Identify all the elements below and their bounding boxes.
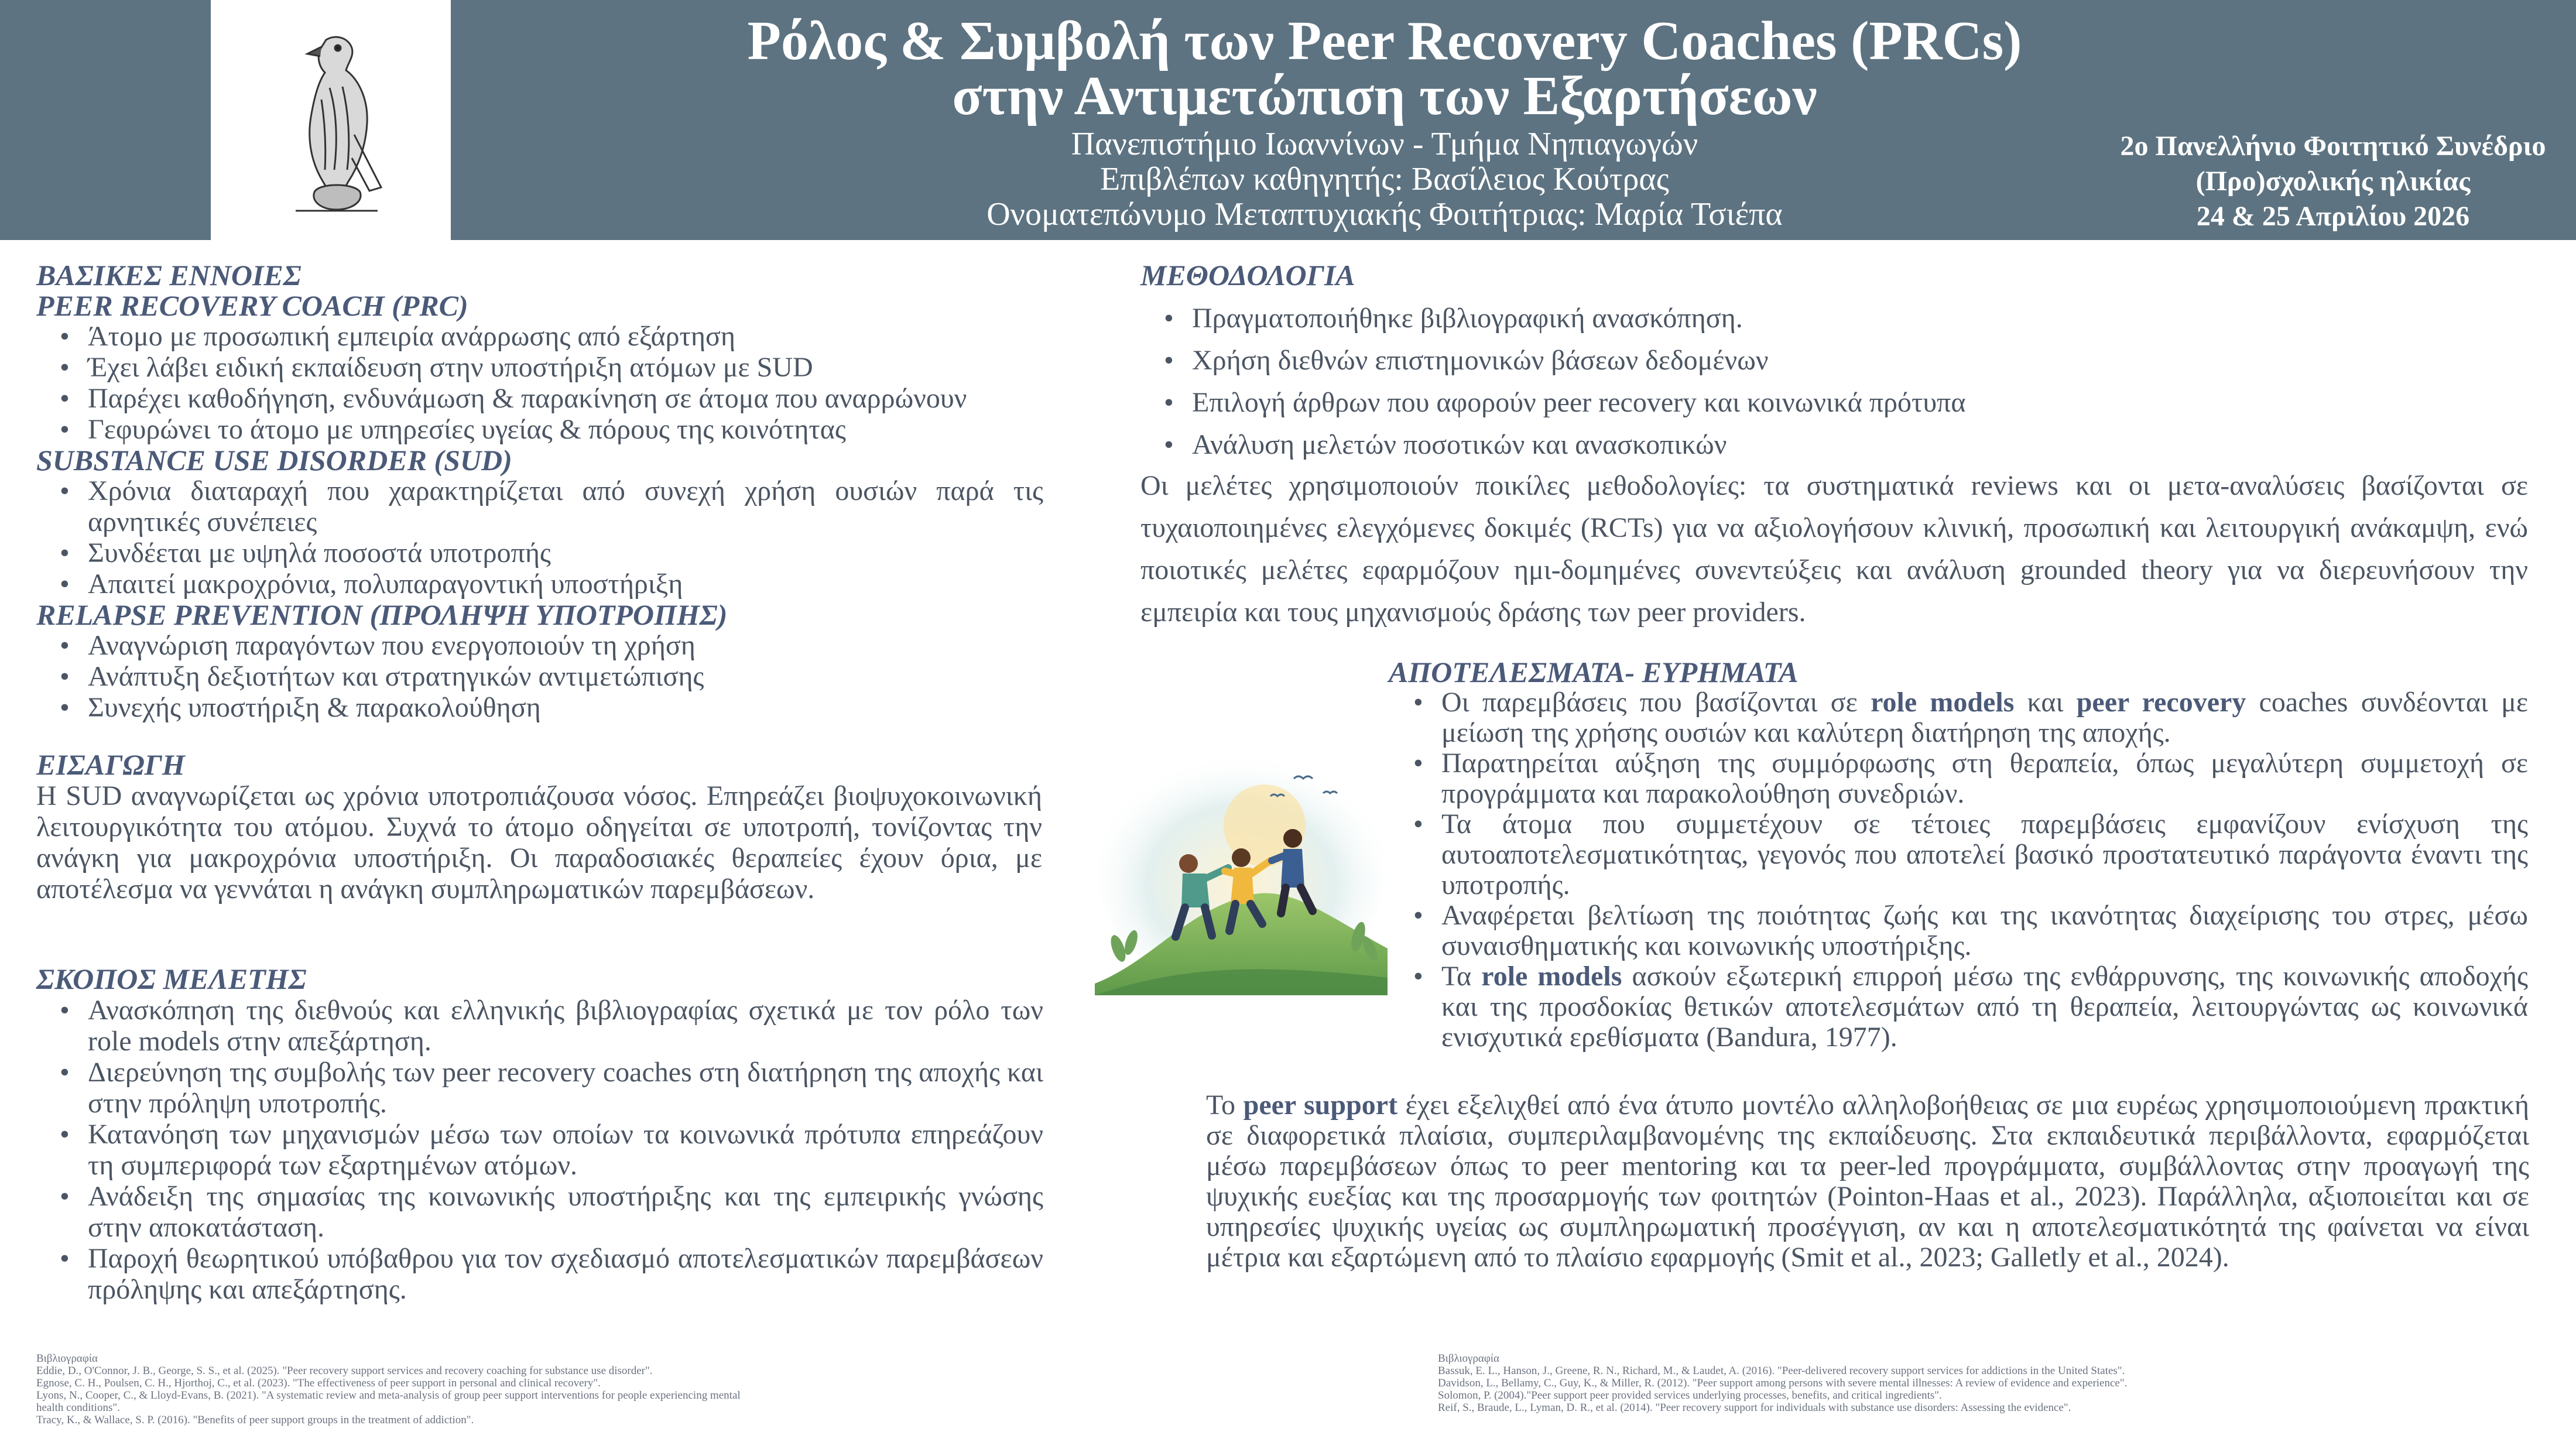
method-text: Οι μελέτες χρησιμοποιούν ποικίλες μεθοδολογίες: τα συστηματικά reviews και οι μετα-αναλύσεις βασίζονται σε τυχαιοποιημένες ελεγχόμενες δοκιμές (RCTs) για να αξιολογήσουν κλινική, προσωπική και λειτουργική ανάκαμψη, ενώ ποιοτικές μελέτες εφαρμόζουν ημι-δομημένες συνεντεύξεις και ανάλυση grounded theory για να διερευνήσουν την εμπειρία και τους μηχανισμούς δράσης των peer providers. [1140,470,2528,628]
list-item: • Παρατηρείται αύξηση της συμμόρφωσης στη θεραπεία, όπως μεγαλύτερη συμμετοχή σε προγράμματα και παρακολούθηση συνεδριών. [1390,748,2528,809]
results-list [1390,687,2528,1053]
reference-item: Lyons, N., Cooper, C., & Lloyd-Evans, B. (2021). "A systematic review and meta-analysis of group peer support interventions for people experiencing mental [36,1389,741,1402]
peer-support-paragraph: Το peer support έχει εξελιχθεί από ένα άτυπο μοντέλο αλληλοβοήθειας σε μια ευρέως χρησιμοποιούμενη πρακτική σε διαφορετικά πλαίσια, συμπεριλαμβανομένης της εκπαίδευσης. Στα εκπαιδευτικά περιβάλλοντα, εφαρμόζεται μέσω παρεμβάσεων όπως το peer mentoring και τα peer-led προγράμματα, συμβάλλοντας στην προαγωγή της ψυχικής ευεξίας και της προσαρμογής των φοιτητών (Pointon-Haas et al., 2023). Παράλληλα, αξιοποιείται και σε υπηρεσίες ψυχικής υγείας ως συμπληρωματική προσέγγιση, αν και η αποτελεσματικότητά της φαίνεται να είναι μέτρια και εξαρτώμενη από το πλαίσιο εφαρμογής (Smit et al., 2023; Galletly et al., 2024). [1206,1090,2530,1273]
list-item: • Τα role models ασκούν εξωτερική επιρροή μέσω της ενθάρρυνσης, της κοινωνικής αποδοχής και της προσδοκίας θετικών αποτελεσμάτων από τη θεραπεία, λειτουργώντας ως κοινωνικά ενισχυτικά ερεθίσματα (Bandura, 1977). [1390,961,2528,1053]
prc-heading: PEER RECOVERY COACH (PRC) [36,289,468,322]
conference-line3: 24 & 25 Απριλίου 2026 [2196,201,2470,232]
list-item: • Κατανόηση των μηχανισμών μέσω των οποίων τα κοινωνικά πρότυπα επηρεάζουν τη συμπεριφορά των εξαρτημένων ατόμων. [36,1119,1043,1181]
student-line: Ονοματεπώνυμο Μεταπτυχιακής Φοιτήτριας: Μαρία Τσιέπα [986,196,1783,232]
reference-item: health conditions". [36,1402,120,1414]
list-item: • Άτομο με προσωπική εμπειρία ανάρρωσης από εξάρτηση [36,321,1043,352]
method-heading: ΜΕΘΟΔΟΛΟΓΙΑ [1140,259,1355,292]
sud-list [36,475,1043,600]
highlight-peer-recovery: peer recovery [2076,687,2246,718]
list-item: • Χρήση διεθνών επιστημονικών βάσεων δεδομένων [1140,340,2528,382]
conference-line2: (Προ)σχολικής ηλικίας [2195,166,2471,197]
list-item: • Οι παρεμβάσεις που βασίζονται σε role models και peer recovery coaches συνδέονται με μείωση της χρήσης ουσιών και καλύτερη διατήρηση της αποχής. [1390,687,2528,748]
poster-title-line1: Ρόλος & Συμβολή των Peer Recovery Coaches (PRCs) [747,11,2022,71]
university-line: Πανεπιστήμιο Ιωαννίνων - Τμήμα Νηπιαγωγών [1071,126,1698,162]
reference-item: Davidson, L., Bellamy, C., Guy, K., & Miller, R. (2012). "Peer support among persons with severe mental illnesses: A review of evidence and experience". [1438,1377,2128,1389]
list-item: • Αναφέρεται βελτίωση της ποιότητας ζωής και της ικανότητας διαχείρισης του στρες, μέσω συναισθηματικής και κοινωνικής υποστήριξης. [1390,900,2528,961]
reference-item: Egnose, C. H., Poulsen, C. H., Hjorthoj, C., et al. (2023). "The effectiveness of peer support in personal and clinical recovery". [36,1377,601,1389]
reference-item: Eddie, D., O'Connor, J. B., George, S. S., et al. (2025). "Peer recovery support services and recovery coaching for substance use disorder". [36,1365,653,1377]
relapse-heading: RELAPSE PREVENTION (ΠΡΟΛΗΨΗ ΥΠΟΤΡΟΠΗΣ) [36,598,728,631]
references-heading: Βιβλιογραφία [1438,1352,1499,1365]
reference-item: Bassuk, E. L., Hanson, J., Greene, R. N., Richard, M., & Laudet, A. (2016). "Peer-delivered recovery support services for addictions in the United States". [1438,1365,2125,1377]
hill-climb-helping-hand-icon [1095,738,1388,995]
intro-heading: ΕΙΣΑΓΩΓΗ [36,748,185,781]
highlight-role-models: role models [1871,687,2015,718]
list-item: • Ανασκόπηση της διεθνούς και ελληνικής βιβλιογραφίας σχετικά με τον ρόλο των role models στην απεξάρτηση. [36,995,1043,1057]
list-item: • Χρόνια διαταραχή που χαρακτηρίζεται από συνεχή χρήση ουσιών παρά τις αρνητικές συνέπειες [36,475,1043,537]
list-item: • Συνεχής υποστήριξη & παρακολούθηση [36,692,1043,723]
sud-heading: SUBSTANCE USE DISORDER (SUD) [36,444,512,477]
results-heading: ΑΠΟΤΕΛΕΣΜΑΤΑ- ΕΥΡΗΜΑΤΑ [1389,656,1799,688]
list-item: • Έχει λάβει ειδική εκπαίδευση στην υποστήριξη ατόμων με SUD [36,352,1043,383]
list-item: • Γεφυρώνει το άτομο με υπηρεσίες υγείας & πόρους της κοινότητας [36,414,1043,445]
reference-item: Reif, S., Braude, L., Lyman, D. R., et al. (2014). "Peer recovery support for individuals with substance use disorders: Assessing the evidence". [1438,1402,2071,1414]
university-logo [211,0,451,240]
reference-item: Solomon, P. (2004)."Peer support peer provided services underlying processes, benefits, and critical ingredients". [1438,1389,1942,1402]
list-item: • Ανάδειξη της σημασίας της κοινωνικής υποστήριξης και της εμπειρικής γνώσης στην αποκατάσταση. [36,1181,1043,1243]
intro-text: Η SUD αναγνωρίζεται ως χρόνια υποτροπιάζουσα νόσος. Επηρεάζει βιοψυχοκοινωνική λειτουργικότητα του ατόμου. Συχνά το άτομο οδηγείται σε υποτροπή, τονίζοντας την ανάγκη για μακροχρόνια υποστήριξη. Οι παραδοσιακές θεραπείες έχουν όρια, με αποτέλεσμα να γεννάται η ανάγκη συμπληρωματικών παρεμβάσεων. [36,780,1042,905]
aim-list [36,995,1043,1305]
concepts-heading: ΒΑΣΙΚΕΣ ΕΝΝΟΙΕΣ [36,259,302,292]
list-item: • Πραγματοποιήθηκε βιβλιογραφική ανασκόπηση. [1140,297,2528,340]
list-item: • Παροχή θεωρητικού υπόβαθρου για τον σχεδιασμό αποτελεσματικών παρεμβάσεων πρόληψης και απεξάρτησης. [36,1243,1043,1305]
list-item: • Παρέχει καθοδήγηση, ενδυνάμωση & παρακίνηση σε άτομα που αναρρώνουν [36,383,1043,414]
poster-title-line2: στην Αντιμετώπιση των Εξαρτήσεων [952,66,1817,126]
list-item: • Ανάλυση μελετών ποσοτικών και ανασκοπικών [1140,424,2528,466]
list-item: • Τα άτομα που συμμετέχουν σε τέτοιες παρεμβάσεις εμφανίζουν ενίσχυση της αυτοαποτελεσματικότητας, γεγονός που αποτελεί βασικό προστατευτικό παράγοντα έναντι της υποτροπής. [1390,809,2528,900]
list-item: • Ανάπτυξη δεξιοτήτων και στρατηγικών αντιμετώπισης [36,661,1043,692]
list-item: • Διερεύνηση της συμβολής των peer recovery coaches στη διατήρηση της αποχής και στην πρόληψη υποτροπής. [36,1057,1043,1119]
highlight-peer-support: peer support [1243,1090,1398,1121]
highlight-role-models: role models [1481,961,1622,992]
supervisor-line: Επιβλέπων καθηγητής: Βασίλειος Κούτρας [1100,161,1669,197]
list-item: • Απαιτεί μακροχρόνια, πολυπαραγοντική υποστήριξη [36,568,1043,600]
aim-heading: ΣΚΟΠΟΣ ΜΕΛΕΤΗΣ [36,962,307,995]
relapse-list [36,630,1043,723]
prc-list [36,321,1043,445]
references-left [36,1352,1043,1426]
owl-emblem-icon [261,23,401,217]
method-list [1140,297,2528,466]
list-item: • Επιλογή άρθρων που αφορούν peer recovery και κοινωνικά πρότυπα [1140,382,2528,424]
list-item: • Συνδέεται με υψηλά ποσοστά υποτροπής [36,537,1043,568]
references-right [1438,1352,2527,1414]
references-heading: Βιβλιογραφία [36,1352,98,1365]
conference-line1: 2ο Πανελλήνιο Φοιτητικό Συνέδριο [2120,131,2546,162]
list-item: • Αναγνώριση παραγόντων που ενεργοποιούν τη χρήση [36,630,1043,661]
reference-item: Tracy, K., & Wallace, S. P. (2016). "Benefits of peer support groups in the treatment of addiction". [36,1414,474,1426]
